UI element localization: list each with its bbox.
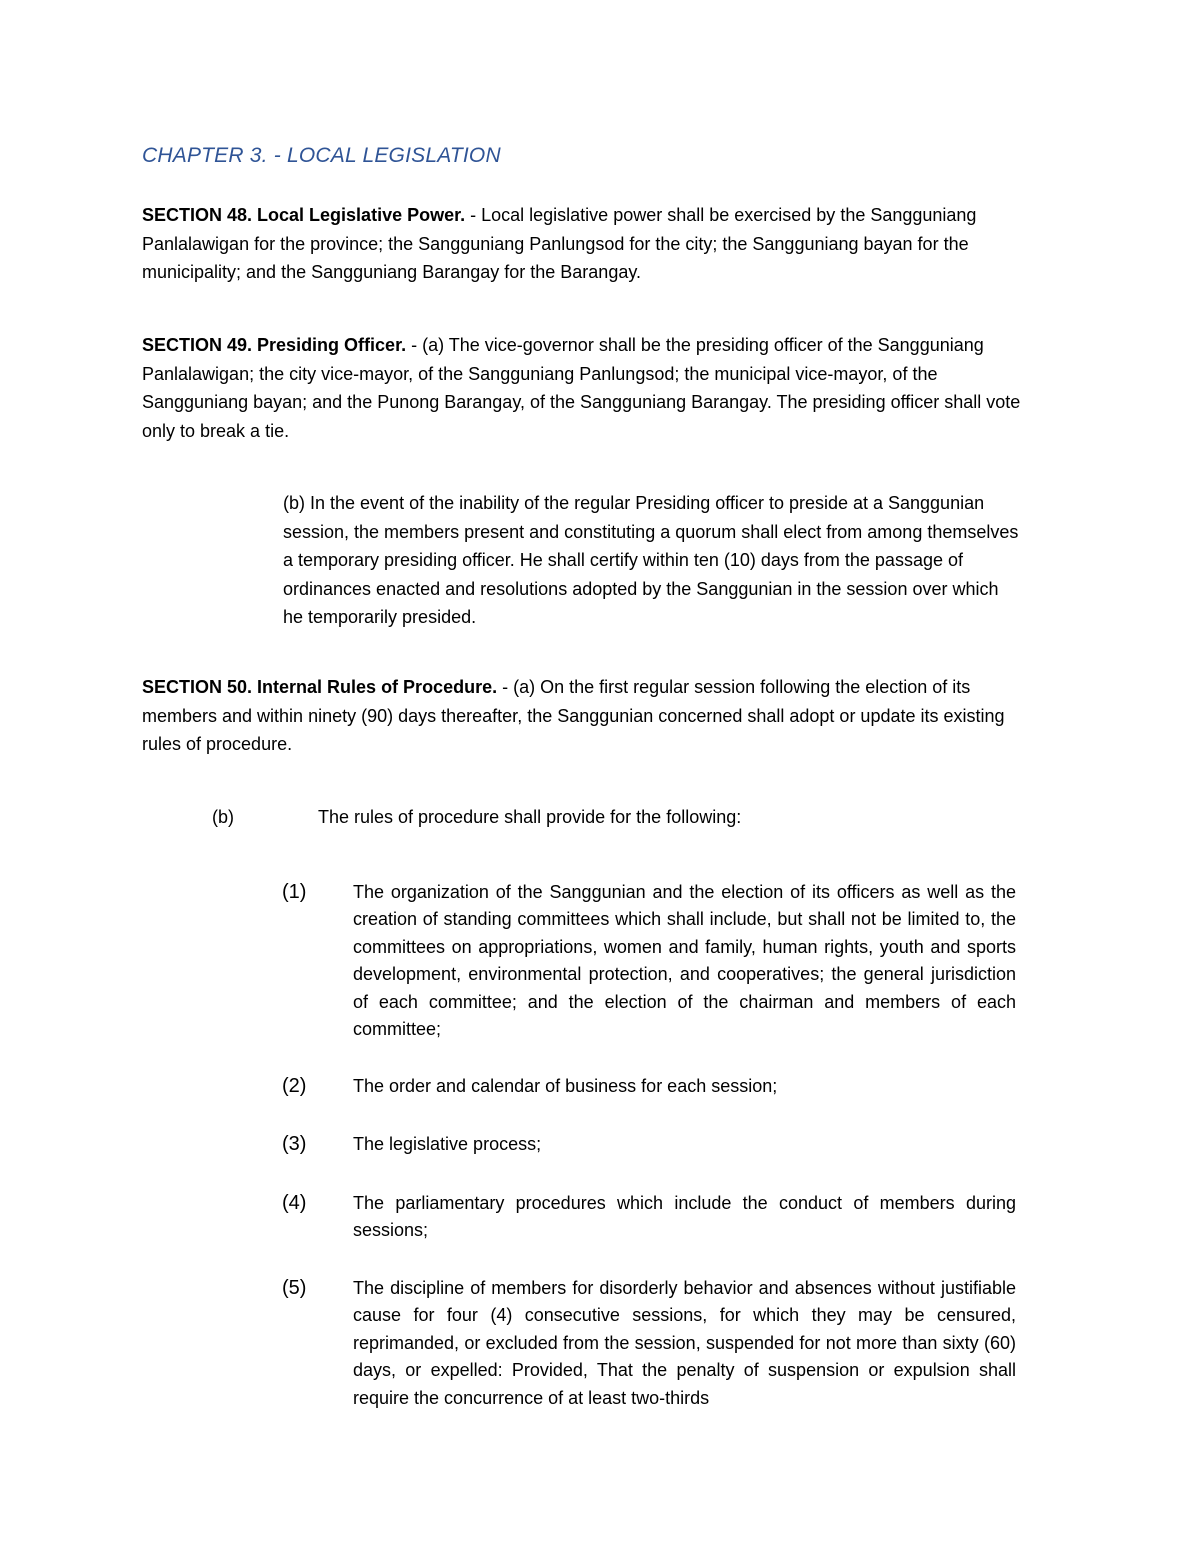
section-49-title: SECTION 49. Presiding Officer. xyxy=(142,335,407,355)
section-50-sub-b-label: (b) xyxy=(212,807,234,827)
section-49-sub-b: (b) In the event of the inability of the regular Presiding officer to preside at a Sanggunian session, the members present and constituting a quorum shall elect from among themselves a temporary presiding officer. He shall certify within ten (10) days from the passage of ordinances enacted and resolutions adopted by the Sanggunian in the session over which he temporarily presided. xyxy=(283,493,1019,627)
list-item-text: The parliamentary procedures which include the conduct of members during sessions; xyxy=(353,1193,1016,1241)
list-item-number: (3) xyxy=(282,1133,307,1155)
list-item-number: (4) xyxy=(282,1192,307,1214)
section-48 xyxy=(142,201,1042,287)
section-49-body: - (a) The vice-governor shall be the presiding officer of the Sangguniang Panlalawigan; the city vice-mayor, of the Sangguniang Panlungsod; the municipal vice-mayor, of the Sangguniang bayan; and the Punong Barangay, of the Sangguniang Barangay. The presiding officer shall vote only to break a tie. xyxy=(142,335,1021,441)
section-50-body: - (a) On the first regular session following the election of its members and within ninety (90) days thereafter, the Sanggunian concerned shall adopt or update its existing rules of procedure. xyxy=(142,677,1005,754)
section-49 xyxy=(142,331,1042,445)
list-item-text: The organization of the Sanggunian and the election of its officers as well as the creation of standing committees which shall include, but shall not be limited to, the committees on appropriations, women and family, human rights, youth and sports development, environmental protection, and cooperatives; the general jurisdiction of each committee; and the election of the chairman and members of each committee; xyxy=(353,882,1016,1040)
list-item-number: (2) xyxy=(282,1075,307,1097)
section-48-title: SECTION 48. Local Legislative Power. xyxy=(142,205,466,225)
list-item-text: The discipline of members for disorderly behavior and absences without justifiable cause for four (4) consecutive sessions, for which they may be censured, reprimanded, or excluded from the session, suspended for not more than sixty (60) days, or expelled: Provided, That the penalty of suspension or expulsion shall require the concurrence of at least two-thirds xyxy=(353,1278,1016,1408)
chapter-heading: CHAPTER 3. - LOCAL LEGISLATION xyxy=(142,144,501,167)
list-item-number: (5) xyxy=(282,1277,307,1299)
section-50 xyxy=(142,673,1042,759)
list-item-number: (1) xyxy=(282,881,307,903)
section-48-body: - Local legislative power shall be exercised by the Sangguniang Panlalawigan for the province; the Sangguniang Panlungsod for the city; the Sangguniang bayan for the municipality; and the Sangguniang Barangay for the Barangay. xyxy=(142,205,977,282)
list-item-text: The order and calendar of business for each session; xyxy=(353,1076,778,1096)
section-50-title: SECTION 50. Internal Rules of Procedure. xyxy=(142,677,498,697)
section-50-sub-b-text: The rules of procedure shall provide for the following: xyxy=(318,807,742,827)
list-item-text: The legislative process; xyxy=(353,1134,542,1154)
